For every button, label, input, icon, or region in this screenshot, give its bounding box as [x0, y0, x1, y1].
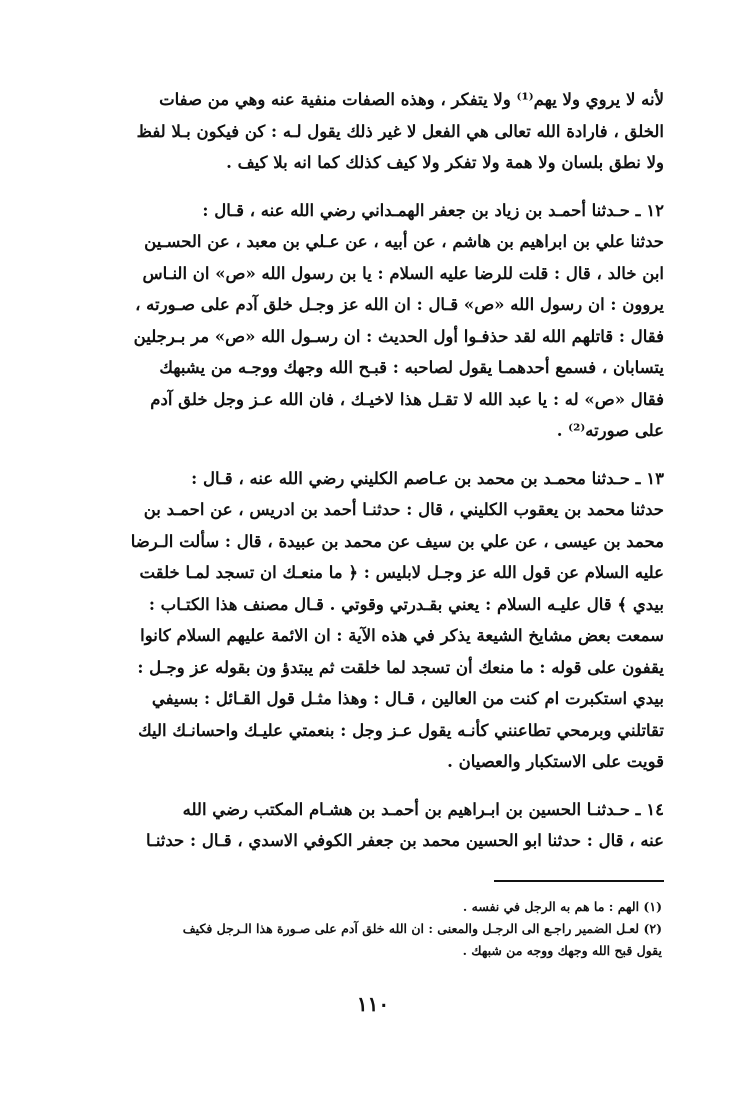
footnote-2: (٢) لعـل الضمير راجـع الى الرجـل والمعنى : ان الله خلق آدم على صـورة هذا الـرجل فكيف [182, 921, 662, 936]
text-line: على صورته⁽²⁾ . [556, 421, 664, 440]
paragraph-hadith-13 [82, 463, 664, 778]
text-line: يروون : ان رسول الله «ص» قـال : ان الله عز وجـل خلق آدم على صـورته ، [135, 295, 664, 314]
text-line: ١٢ ـ حـدثنا أحمـد بن زياد بن جعفر الهمـداني رضي الله عنه ، قـال : [202, 200, 664, 220]
text-line: فقال : قاتلهم الله لقد حذفـوا أول الحديث : ان رسـول الله «ص» مر بـرجلين [133, 326, 664, 346]
text-line: قويت على الاستكبار والعصيان . [447, 752, 664, 771]
footnote-divider [494, 880, 664, 882]
text-line: يتسابان ، فسمع أحدهمـا يقول لصاحبه : قبـح الله وجهك ووجـه من يشبهك [159, 358, 664, 377]
text-line: فقال «ص» له : يا عبد الله لا تقـل هذا لاخيـك ، فان الله عـز وجل خلق آدم [150, 389, 664, 409]
text-line: تقاتلني وبرمحي تطاعنني كأنـه يقول عـز وجل : بنعمتي عليـك واحسانـك اليك [138, 720, 664, 740]
footnotes [82, 896, 662, 962]
text-line: حدثنا محمد بن يعقوب الكليني ، قال : حدثنـا أحمد بن ادريس ، عن احمـد بن [143, 500, 664, 519]
paragraph-hadith-12 [82, 195, 664, 447]
body-text [82, 84, 664, 873]
text-line: عنه ، قال : حدثنا ابو الحسين محمد بن جعفر الكوفي الاسدي ، قـال : حدثنـا [145, 831, 664, 850]
text-line: عليه السلام عن قول الله عز وجـل لابليس : ﴿ ما منعـك ان تسجد لمـا خلقت [139, 563, 664, 582]
footnote-1: (١) الهم : ما هم به الرجل في نفسه . [462, 899, 662, 914]
paragraph-intro [82, 84, 664, 179]
text-line: الخلق ، فارادة الله تعالى هي الفعل لا غير ذلك يقول لـه : كن فيكون بـلا لفظ [136, 121, 664, 141]
text-line: بيدي ﴾ قال عليـه السلام : يعني بقـدرتي وقوتي . قـال مصنف هذا الكتـاب : [148, 594, 664, 614]
paragraph-hadith-14 [82, 794, 664, 857]
page-number: ١١٠ [356, 992, 390, 1016]
text-line: محمد بن عيسى ، عن علي بن سيف عن محمد بن عبيدة ، قال : سألت الـرضا [130, 531, 664, 551]
text-line: ١٣ ـ حـدثنا محمـد بن محمد بن عـاصم الكليني رضي الله عنه ، قـال : [191, 468, 664, 488]
text-line: ولا نطق بلسان ولا همة ولا تفكر ولا كيف كذلك كما انه بلا كيف . [226, 153, 664, 172]
text-line: ١٤ ـ حـدثنـا الحسين بن ابـراهيم بن أحمـد بن هشـام المكتب رضي الله [182, 799, 664, 819]
text-line: حدثنا علي بن ابراهيم بن هاشم ، عن أبيه ، عن عـلي بن معبد ، عن الحسـين [144, 232, 664, 251]
text-line: بيدي استكبرت ام كنت من العالين ، قـال : وهذا مثـل قول القـائل : بسيفي [151, 689, 664, 708]
text-line: لأنه لا يروي ولا يهم⁽¹⁾ ولا يتفكر ، وهذه الصفات منفية عنه وهي من صفات [159, 90, 664, 109]
text-line: سمعت بعض مشايخ الشيعة يذكر في هذه الآية : ان الائمة عليهم السلام كانوا [140, 626, 664, 645]
text-line: ابن خالد ، قال : قلت للرضا عليه السلام : يا بن رسول الله «ص» ان النـاس [142, 263, 664, 283]
text-line: يقفون على قوله : ما منعك أن تسجد لما خلقت ثم يبتدؤ ون بقوله عز وجـل : [137, 657, 664, 677]
footnote-2-continued: يقول قبح الله وجهك ووجه من شبهك . [462, 943, 662, 958]
